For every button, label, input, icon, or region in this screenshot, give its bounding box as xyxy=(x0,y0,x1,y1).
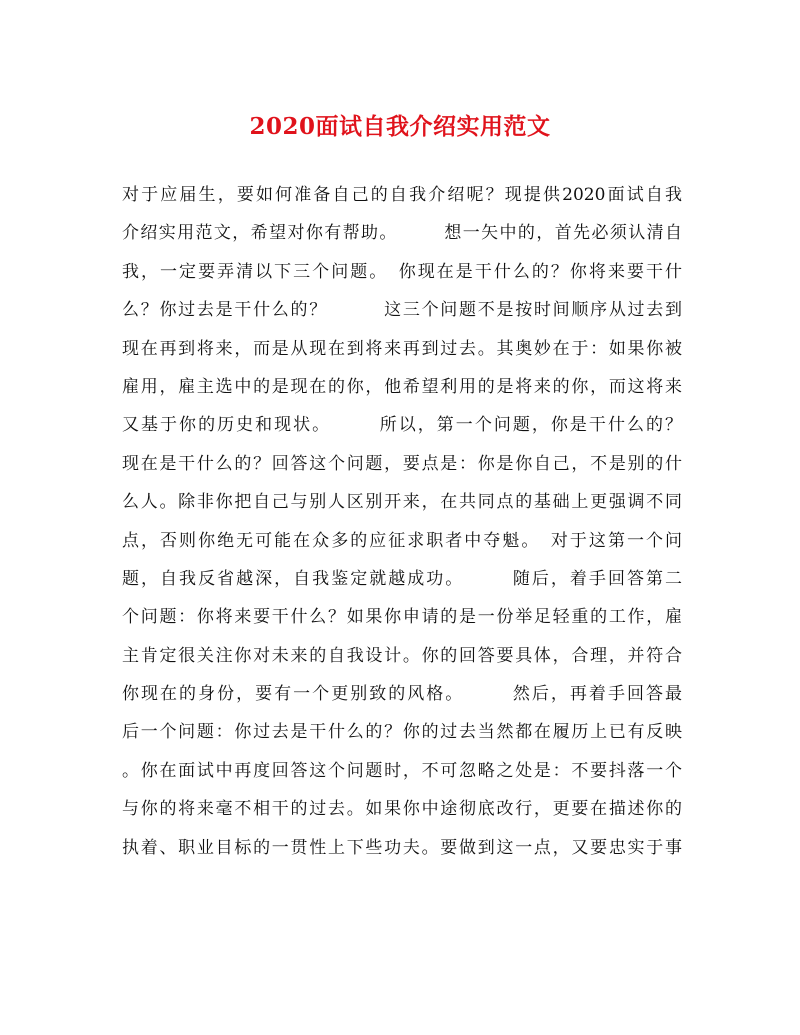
text-line: 么人。除非你把自己与别人区别开来，在共同点的基础上更强调不同 xyxy=(122,492,682,513)
text-line: 现在再到将来，而是从现在到将来再到过去。其奥妙在于：如果你被 xyxy=(122,338,682,359)
text-line: 个问题：你将来要干什么？如果你申请的是一份举足轻重的工作，雇 xyxy=(122,607,682,628)
text-line: 现在是干什么的？回答这个问题，要点是：你是你自己，不是别的什 xyxy=(122,453,682,474)
text-line: 对于应届生，要如何准备自己的自我介绍呢？现提供2020面试自我 xyxy=(122,185,682,205)
text-line: 执着、职业目标的一贯性上下些功夫。要做到这一点，又要忠实于事 xyxy=(122,837,682,858)
text-line: 介绍实用范文，希望对你有帮助。 想一矢中的，首先必须认清自 xyxy=(122,223,682,244)
text-line: 题，自我反省越深，自我鉴定就越成功。 随后，着手回答第二 xyxy=(122,568,682,589)
body-text xyxy=(122,176,682,867)
text-line: 你现在的身份，要有一个更别致的风格。 然后，再着手回答最 xyxy=(122,684,682,705)
text-line: 主肯定很关注你对未来的自我设计。你的回答要具体，合理，并符合 xyxy=(122,645,682,666)
text-line: 。你在面试中再度回答这个问题时，不可忽略之处是：不要抖落一个 xyxy=(122,760,682,781)
text-line: 雇用，雇主选中的是现在的你，他希望利用的是将来的你，而这将来 xyxy=(122,376,682,397)
text-line: 与你的将来毫不相干的过去。如果你中途彻底改行，更要在描述你的 xyxy=(122,799,682,820)
text-line: 后一个问题：你过去是干什么的？你的过去当然都在履历上已有反映 xyxy=(122,722,682,743)
document-title: 2020面试自我介绍实用范文 xyxy=(249,113,551,140)
text-line: 我，一定要弄清以下三个问题。 你现在是干什么的？你将来要干什 xyxy=(122,261,682,282)
text-line: 又基于你的历史和现状。 所以，第一个问题，你是干什么的？ xyxy=(122,415,682,436)
text-line: 么？你过去是干什么的？ 这三个问题不是按时间顺序从过去到 xyxy=(122,300,682,321)
text-line: 点，否则你绝无可能在众多的应征求职者中夺魁。 对于这第一个问 xyxy=(122,530,682,551)
